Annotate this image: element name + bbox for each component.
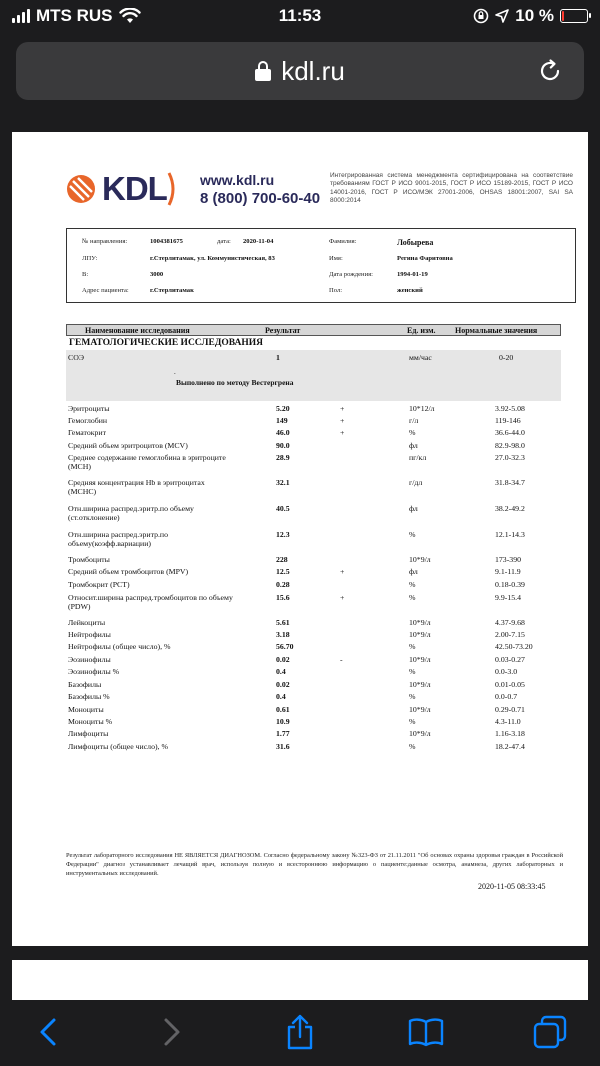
cell-normal-range: 0.03-0.27: [495, 655, 525, 664]
cell-normal-range: 9.1-11.9: [495, 567, 521, 576]
cell-normal-range: 9.9-15.4: [495, 593, 521, 602]
reload-icon[interactable]: [536, 57, 564, 85]
v-field: В: 3000: [82, 271, 164, 278]
cell-normal-range: 18.2-47.4: [495, 742, 525, 751]
kdl-logo-text: KDL: [102, 170, 167, 207]
cell-normal-range: 173-390: [495, 555, 521, 564]
status-right: [473, 6, 588, 26]
cell-unit: фл: [409, 441, 418, 450]
cell-unit: г/дл: [409, 478, 423, 487]
kdl-logo: [66, 170, 179, 208]
book-icon: [408, 1017, 444, 1047]
cell-result: 12.3: [276, 530, 290, 539]
cell-test-name: Базофилы: [68, 680, 102, 689]
header-unit: Ед. изм.: [407, 326, 436, 335]
cell-unit: %: [409, 667, 416, 676]
phone-number[interactable]: 8 (800) 700-60-40: [200, 190, 321, 207]
cell-normal-range: 38.2-49.2: [495, 504, 525, 513]
cell-result: 32.1: [276, 478, 290, 487]
cell-result: 0.02: [276, 655, 290, 664]
carrier-name: MTS RUS: [36, 6, 113, 25]
bookmarks-button[interactable]: [408, 1014, 444, 1050]
cell-normal-range: 27.0-32.3: [495, 453, 525, 462]
cell-normal-range: 42.50-73.20: [495, 642, 533, 651]
cell-normal-range: 36.6-44.0: [495, 428, 525, 437]
cell-flag: +: [340, 593, 345, 602]
battery-icon: [560, 9, 588, 23]
website-link[interactable]: www.kdl.ru: [200, 172, 275, 188]
cell-unit: пг/кл: [409, 453, 427, 462]
sex-field: Пол: женский: [329, 287, 423, 294]
chevron-left-icon: [38, 1017, 58, 1047]
kdl-logo-icon: [66, 174, 96, 204]
cell-result: 15.6: [276, 593, 290, 602]
cell-normal-range: 0.29-0.71: [495, 705, 525, 714]
cell-test-name: Моноциты %: [68, 717, 113, 726]
tabs-button[interactable]: [532, 1014, 568, 1050]
header-result: Результат: [265, 326, 301, 335]
battery-level: [562, 11, 564, 21]
next-page-preview[interactable]: [12, 960, 588, 1000]
cell-normal-range: 82.9-98.0: [495, 441, 525, 450]
cell-result: 90.0: [276, 441, 290, 450]
cell-normal-range: 31.8-34.7: [495, 478, 525, 487]
cell-test-name: Тромбокрит (PCT): [68, 580, 130, 589]
header-name: Наименование исследования: [85, 326, 190, 335]
name-field: Имя: Регина Фаритовна: [329, 255, 453, 262]
cell-test-name: Средний объем эритроцитов (MCV): [68, 441, 188, 450]
certification-text: Интегрированная система менеджмента сертифицирована на соответствие требованиям ГОСТ Р ИСО 9001-2015, ГОСТ Р ИСО 15189-2015, ГОСТ Р ИСО 14001-2016, ГОСТ Р ИСО/МЭК 27001-2006, OHSAS 18001:2007, SAI SA 8000:2014: [330, 172, 573, 205]
battery-percent: 10 %: [515, 6, 554, 25]
cell-test-name: Средний объем тромбоцитов (MPV): [68, 567, 189, 576]
cell-flag: +: [340, 428, 345, 437]
cell-result: 5.61: [276, 618, 290, 627]
cell-test-name: Тромбоциты: [68, 555, 110, 564]
cell-normal-range: 4.3-11.0: [495, 717, 521, 726]
cell-result: 40.5: [276, 504, 290, 513]
url-text[interactable]: kdl.ru: [281, 55, 345, 86]
cell-result: 1.77: [276, 729, 290, 738]
cell-test-name: Лейкоциты: [68, 618, 106, 627]
section-title: ГЕМАТОЛОГИЧЕСКИЕ ИССЛЕДОВАНИЯ: [69, 338, 264, 348]
lock-icon: [255, 61, 271, 81]
address-bar[interactable]: [16, 42, 584, 100]
cell-result: 0.28: [276, 580, 290, 589]
tabs-icon: [532, 1014, 568, 1050]
cell-unit: фл: [409, 504, 418, 513]
cell-test-name: Гематокрит: [68, 428, 106, 437]
cell-unit: %: [409, 742, 416, 751]
contacts: [200, 172, 320, 207]
cell-flag: +: [340, 404, 345, 413]
cell-unit: 10*9/л: [409, 655, 431, 664]
cell-result: 5.20: [276, 404, 290, 413]
share-button[interactable]: [282, 1014, 318, 1050]
cell-flag: -: [340, 655, 343, 664]
cell-result: 0.4: [276, 692, 286, 701]
results-table-header: [66, 324, 561, 336]
cell-normal-range: 0.01-0.05: [495, 680, 525, 689]
back-button[interactable]: [30, 1014, 66, 1050]
forward-button[interactable]: [154, 1014, 190, 1050]
cell-result: 31.6: [276, 742, 290, 751]
cell-test-name: Эритроциты: [68, 404, 110, 413]
cell-unit: 10*9/л: [409, 705, 431, 714]
cell-normal-range: 4.37-9.68: [495, 618, 525, 627]
cell-normal-range: 0.0-3.0: [495, 667, 518, 676]
cell-test-name: Эозинофилы %: [68, 667, 120, 676]
cell-unit: 10*9/л: [409, 555, 431, 564]
date-field: дата: 2020-11-04: [217, 238, 274, 245]
cell-result: 12.5: [276, 567, 290, 576]
lpu-field: ЛПУ: г.Стерлитамак, ул. Коммунистическая, 83: [82, 255, 275, 262]
cell-normal-range: 3.92-5.08: [495, 404, 525, 413]
orientation-lock-icon: [473, 8, 489, 24]
cell-normal-range: 0.0-0.7: [495, 692, 518, 701]
clock: 11:53: [278, 6, 322, 25]
cell-test-name: Нейтрофилы: [68, 630, 111, 639]
cell-normal-range: 2.00-7.15: [495, 630, 525, 639]
status-bar: [0, 0, 600, 34]
address-field: Адрес пациента: г.Стерлитамак: [82, 287, 194, 294]
kdl-logo-bracket: [167, 171, 179, 207]
cell-unit: %: [409, 530, 416, 539]
cell-normal-range: 119-146: [495, 416, 521, 425]
cell-flag: +: [340, 416, 345, 425]
cell-test-name: Гемоглобин: [68, 416, 108, 425]
cell-result: 10.9: [276, 717, 290, 726]
cell-test-name: Отн.ширина распред.эритр.по объему (ст.отклонение): [68, 504, 194, 523]
method-dot: .: [174, 368, 176, 376]
cell-result: 46.0: [276, 428, 290, 437]
cell-result: 0.4: [276, 667, 286, 676]
cell-unit: %: [409, 642, 416, 651]
cell-unit: 10*9/л: [409, 680, 431, 689]
cell-result: 0.02: [276, 680, 290, 689]
patient-info-box: [66, 228, 576, 303]
cell-unit: %: [409, 428, 416, 437]
cell-result: 3.18: [276, 630, 290, 639]
cell-flag: +: [340, 567, 345, 576]
cell-unit: %: [409, 593, 416, 602]
cell-test-name: Относит.ширина распред.тромбоцитов по объему (PDW): [68, 593, 233, 612]
cell-test-name: Отн.ширина распред.эритр.по объему(коэфф.вариации): [68, 530, 168, 549]
cell-unit: 10*12/л: [409, 404, 435, 413]
cell-unit: 10*9/л: [409, 630, 431, 639]
cell-test-name: Базофилы %: [68, 692, 110, 701]
referral-field: № направления: 1004381675: [82, 238, 183, 245]
cell-test-name: Лимфоциты (общее число), %: [68, 742, 168, 751]
chevron-right-icon: [162, 1017, 182, 1047]
lab-report-page[interactable]: KDL www.kdl.ru 8 (800) 700-60-40 Интегрированная система менеджмента сертифицирована на соответствие требованиям ГОСТ Р ИСО 9001-2015, ГОСТ Р ИСО 15189-2015, ГОСТ Р ИСО 14001-2016, ГОСТ Р ИСО/МЭК 27001-2006, OHSAS 18001:2007, SAI SA 8000:2014 № направления: 1004381675 дата: 2020-11-04 ЛПУ: г.Стерлитамак, ул. Коммунистическая, 83 В: 3000 Адрес пациента: г.Стерлитамак Фамилия: Лобырева Имя: Регина Фаритовна Дата рождения: 1994-01-19 Пол: женский Наименование исследования Результат Ед. изм. Нормальные значения ГЕМАТОЛОГИЧЕСКИЕ ИССЛЕДОВАНИЯ СОЭ 1 мм/час 0-20 . Выполнено по методу Вестергрена Эритроциты 5.20 + 10*12/л 3.92-5.08 Гемоглобин 149 + г/л 119-146 Гематокрит 46.0 + % 36.6-44.0 Средний объем эритроцитов (MCV) 90.0 фл 82.9-98.0 Среднее содержание гемоглобина в эритроците (MCH) 28.9 пг/кл 27.0-32.3 Средняя концентрация Hb в эритроцитах (MCHC) 32.1 г/дл 31.8-34.7 Отн.ширина распред.эритр.по объему (ст.отклонение) 40.5 фл 38.2-49.2 Отн.ширина распред.эритр.по объему(коэфф.вариации) 12.3 % 12.1-14.3 Тромбоциты 228 10*9/л 173-390 Средний объем тромбоцитов (MPV) 12.5 + фл 9.1-11.9 Тромбокрит (PCT) 0.28 % 0.18-0.39 Относит.ширина распред.тромбоцитов по объему (PDW) 15.6 + % 9.9-15.4 Лейкоциты 5.61 10*9/л 4.37-9.68 Нейтрофилы 3.18 10*9/л 2.00-7.15 Нейтрофилы (общее число), % 56.70 % 42.50-73.20 Эозинофилы 0.02 - 10*9/л 0.03-0.27 Эозинофилы % 0.4 % 0.0-3.0 Базофилы 0.02 10*9/л 0.01-0.05 Базофилы % 0.4 % 0.0-0.7 Моноциты 0.61 10*9/л 0.29-0.71 Моноциты % 10.9 % 4.3-11.0 Лимфоциты 1.77 10*9/л 1.16-3.18 Лимфоциты (общее число), % 31.6 % 18.2-47.4 Результат лабораторного исследования НЕ ЯВЛЯЕТСЯ ДИАГНОЗОМ. Согласно федеральному закону №323-ФЗ от 21.11.2011 "Об основах охраны здоровья граждан в Российской Федерации" диагноз устанавливает лечащий врач, используя полную и всестороннюю информацию о пациенте:данные осмотра, анамнеза, других лабораторных и инструментальных исследований. 2020-11-05 08:33:45: [12, 132, 588, 946]
safari-toolbar: [0, 1000, 600, 1066]
cell-result: 28.9: [276, 453, 290, 462]
cell-unit: 10*9/л: [409, 618, 431, 627]
cell-normal-range: 12.1-14.3: [495, 530, 525, 539]
header-range: Нормальные значения: [455, 326, 538, 335]
cell-test-name: Эозинофилы: [68, 655, 111, 664]
cell-result: 149: [276, 416, 288, 425]
surname-field: Фамилия: Лобырева: [329, 238, 434, 247]
cell-test-name: Средняя концентрация Hb в эритроцитах (MCHC): [68, 478, 205, 497]
cell-unit: фл: [409, 567, 418, 576]
cell-unit: %: [409, 692, 416, 701]
cell-unit: г/л: [409, 416, 419, 425]
cell-normal-range: 1.16-3.18: [495, 729, 525, 738]
cell-unit: %: [409, 580, 416, 589]
cell-unit: %: [409, 717, 416, 726]
cell-test-name: Моноциты: [68, 705, 104, 714]
share-icon: [284, 1014, 316, 1050]
method-note: Выполнено по методу Вестергрена: [176, 378, 294, 387]
cell-unit: 10*9/л: [409, 729, 431, 738]
dob-field: Дата рождения: 1994-01-19: [329, 271, 428, 278]
location-arrow-icon: [495, 9, 509, 23]
cell-result: 56.70: [276, 642, 294, 651]
cell-test-name: Нейтрофилы (общее число), %: [68, 642, 171, 651]
cell-result: 0.61: [276, 705, 290, 714]
report-timestamp: 2020-11-05 08:33:45: [478, 882, 546, 891]
cell-normal-range: 0.18-0.39: [495, 580, 525, 589]
cell-test-name: Лимфоциты: [68, 729, 109, 738]
cell-result: 228: [276, 555, 288, 564]
disclaimer-text: Результат лабораторного исследования НЕ ЯВЛЯЕТСЯ ДИАГНОЗОМ. Согласно федеральному закону №323-ФЗ от 21.11.2011 "Об основах охраны здоровья граждан в Российской Федерации" диагноз устанавливает лечащий врач, используя полную и всестороннюю информацию о пациенте:данные осмотра, анамнеза, других лабораторных и инструментальных исследований.: [66, 852, 563, 877]
cell-test-name: Среднее содержание гемоглобина в эритроците (MCH): [68, 453, 226, 472]
